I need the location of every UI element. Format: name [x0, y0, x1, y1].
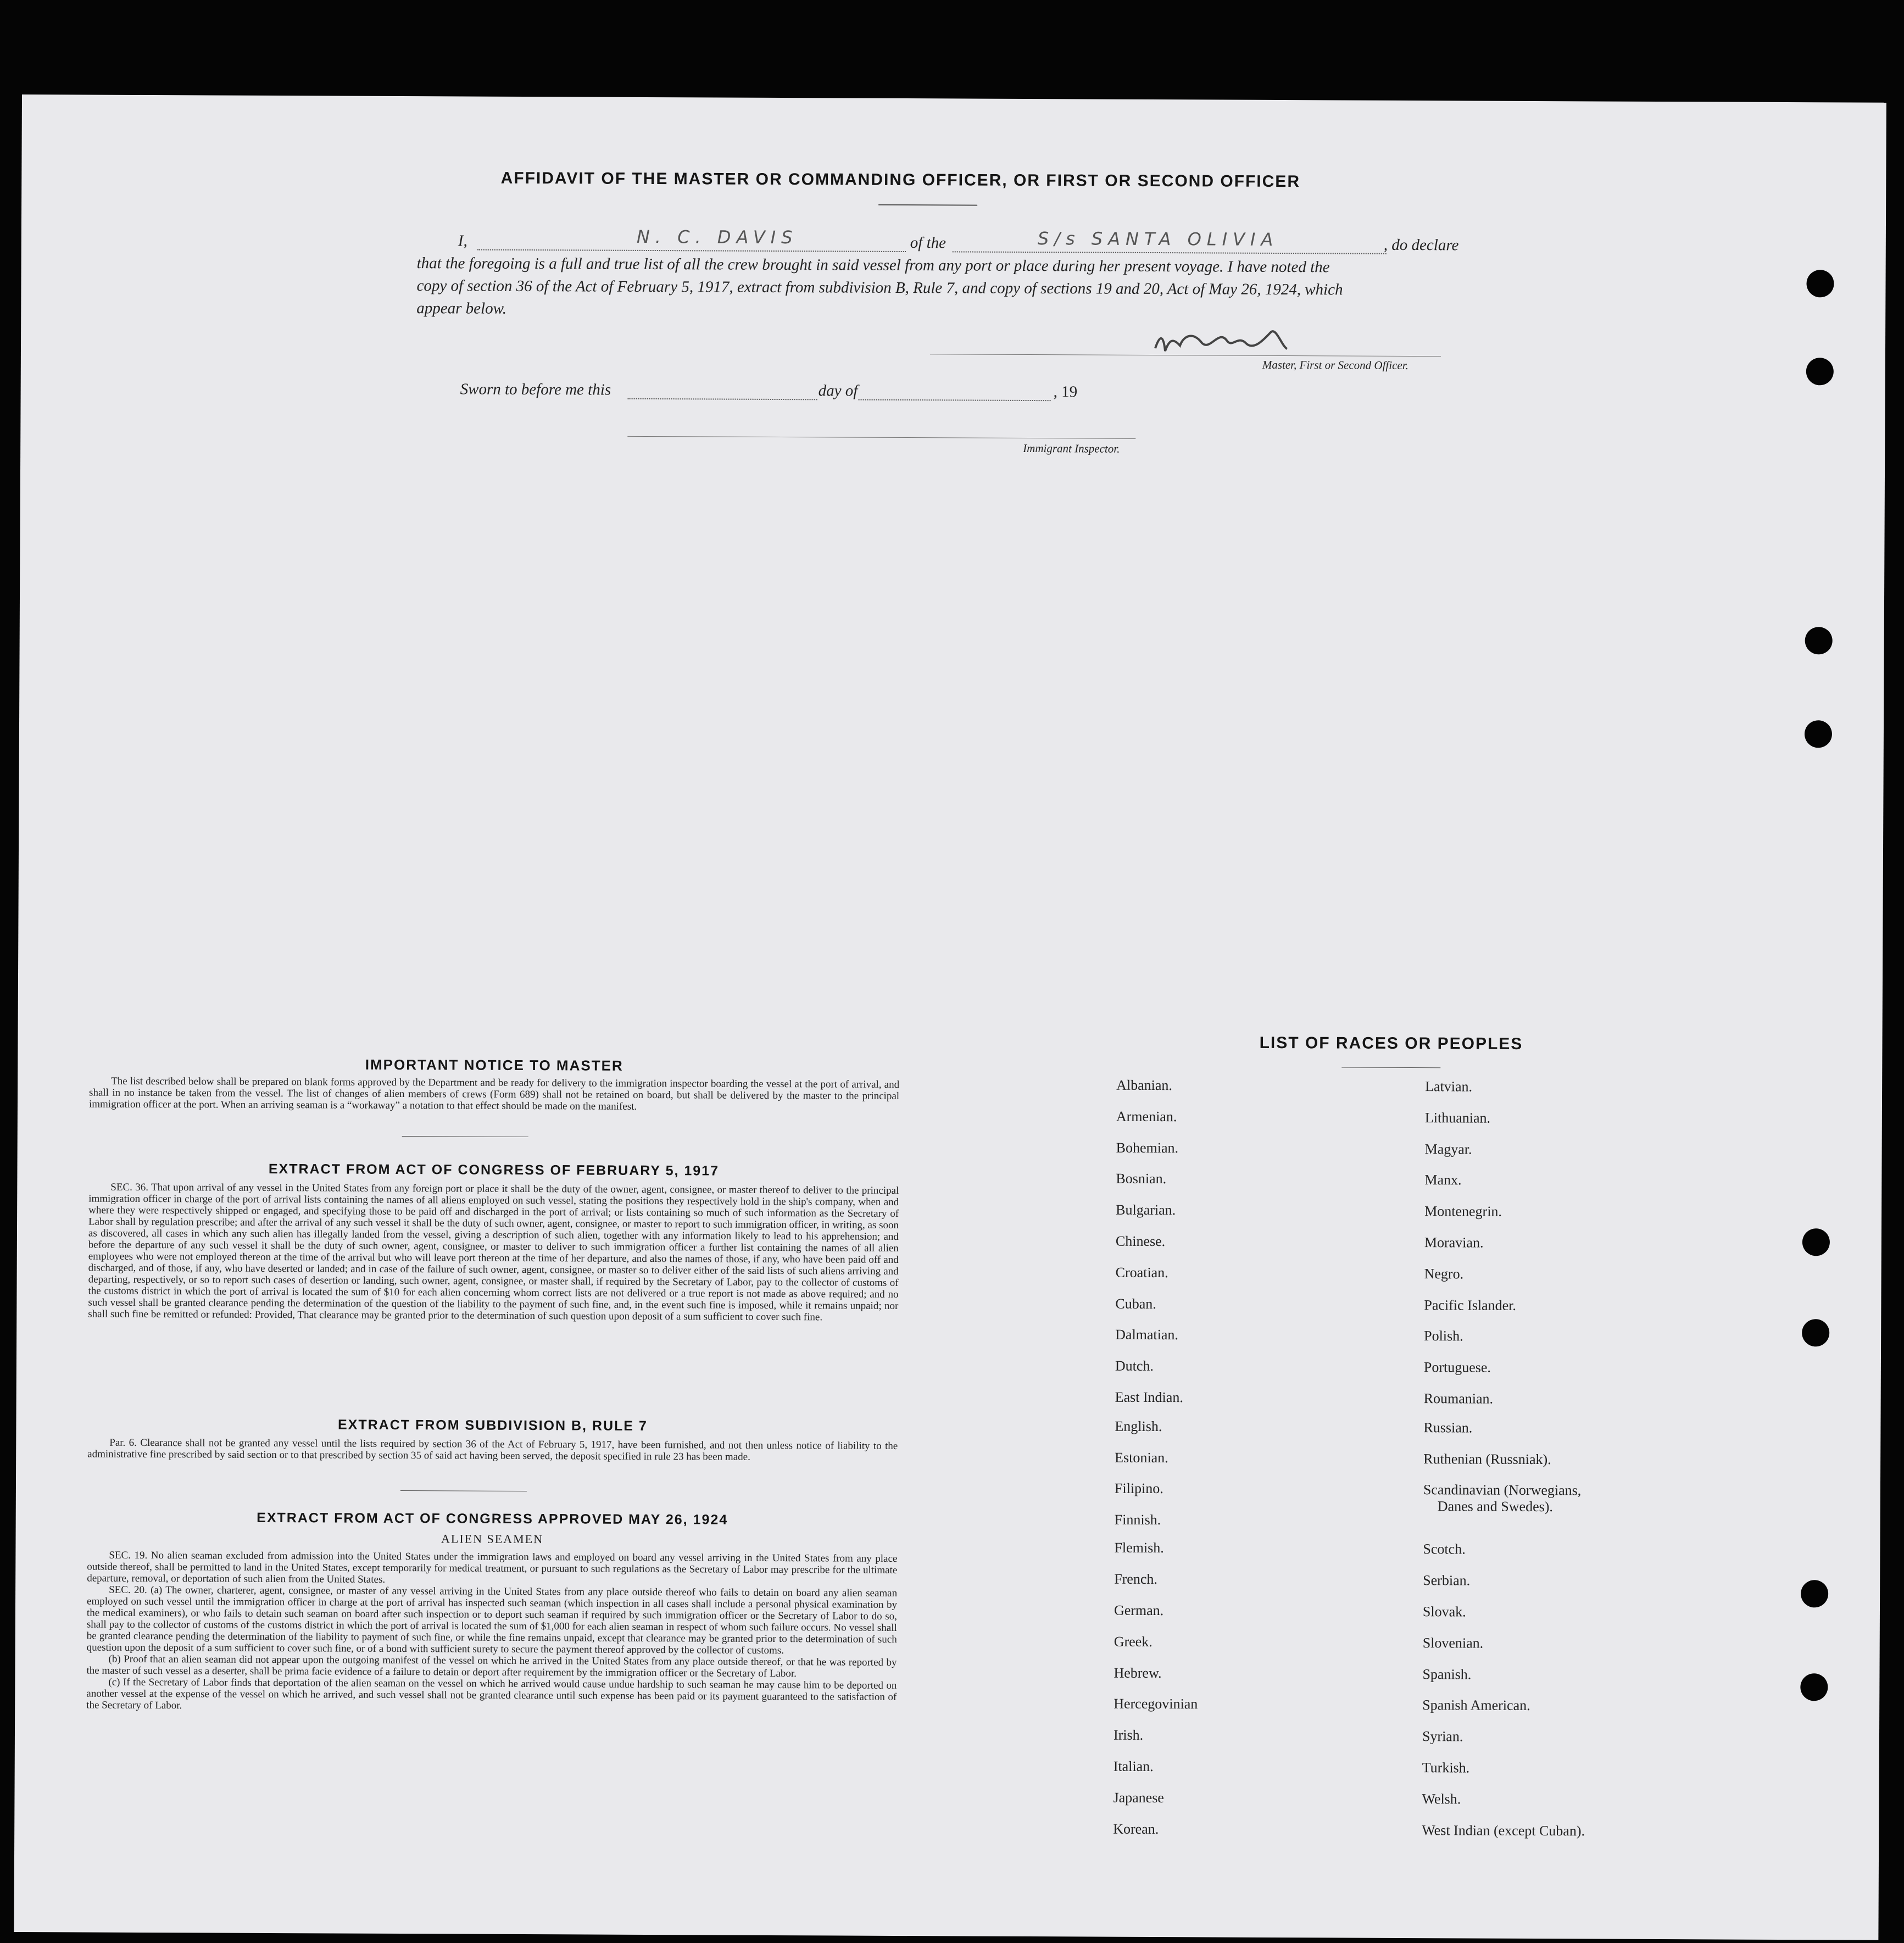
race-item: Welsh.: [1422, 1791, 1461, 1807]
race-item: Lithuanian.: [1424, 1110, 1491, 1126]
race-item: Turkish.: [1422, 1760, 1470, 1776]
punch-hole: [1806, 358, 1834, 385]
title-divider: [878, 204, 977, 206]
race-item: Syrian.: [1422, 1728, 1463, 1745]
extract-1924-paragraph: SEC. 19. No alien seaman excluded from admission into the United States under the immigration laws and employed on board any vessel arriving in the United States from any place outside thereof, shall be permitted to land in the United States, except temporarily for medical treatment, or pursuant to such regulations as the Secretary of Labor may prescribe for the ultimate departure, removal, or deportation of such alien from the United States.: [87, 1549, 898, 1585]
inspector-line: [627, 436, 1135, 439]
punch-hole: [1800, 1673, 1828, 1701]
punch-hole: [1806, 270, 1834, 297]
i-label: I,: [458, 232, 467, 250]
sworn-label: Sworn to before me this: [460, 380, 611, 399]
race-item: Korean.: [1113, 1820, 1159, 1838]
race-item: Scotch.: [1423, 1541, 1466, 1557]
day-of-label: day of: [818, 382, 858, 400]
race-item: French.: [1114, 1571, 1157, 1588]
race-item: Italian.: [1113, 1758, 1154, 1775]
extract-1924-paragraph: SEC. 20. (a) The owner, charterer, agent, consignee, or master of any vessel arriving in the United States from any place outside thereof who fails to detain on board any alien seaman employed on such vessel until the immigration officer in charge at the port of arrival has inspected such seaman (which inspection in all cases shall include a personal physical examination by the medical examiners), or who fails to detain such seaman on board after such inspection or to deport such seaman if required by such immigration officer or the Secretary of Labor to do so, shall pay to the collector of customs of the customs district in which the port of arrival is located the sum of $1,000 for each alien seaman in respect of whom such failure occurs. No vessel shall be granted clearance pending the determination of the liability to payment of such fine, or while the fine remains unpaid, except that clearance may be granted prior to the determination of such question upon the deposit of a sum sufficient to cover such fine, or of a bond with sufficient surety to secure the payment thereof approved by the collector of customs.: [86, 1584, 898, 1657]
race-item: Slovenian.: [1422, 1635, 1484, 1651]
race-item: Manx.: [1424, 1172, 1462, 1188]
section-divider: [400, 1490, 527, 1491]
race-item: Danes and Swedes).: [1437, 1498, 1553, 1515]
signature-title: Master, First or Second Officer.: [1262, 358, 1408, 372]
race-item: Montenegrin.: [1424, 1203, 1502, 1220]
race-item: West Indian (except Cuban).: [1422, 1822, 1585, 1839]
race-item: Pacific Islander.: [1424, 1297, 1516, 1313]
extract-1917-text: [88, 1182, 899, 1323]
affidavit-line-2: that the foregoing is a full and true list of all the crew brought in said vessel from any port or place during her present voyage. I have noted the: [416, 254, 1330, 276]
affidavit-line-4: appear below.: [416, 299, 507, 318]
punch-hole: [1805, 627, 1833, 654]
race-item: German.: [1114, 1602, 1164, 1619]
race-item: Hercegovinian: [1114, 1695, 1198, 1712]
vessel-line: [953, 251, 1387, 254]
race-item: Negro.: [1424, 1266, 1464, 1282]
race-item: Hebrew.: [1114, 1664, 1162, 1682]
race-item: Greek.: [1114, 1633, 1153, 1650]
race-item: Irish.: [1113, 1727, 1144, 1743]
race-item: Russian.: [1423, 1419, 1473, 1436]
race-item: Portuguese.: [1423, 1359, 1491, 1376]
race-item: Bohemian.: [1116, 1139, 1179, 1156]
races-divider: [1341, 1067, 1440, 1068]
do-declare-label: , do declare: [1383, 236, 1459, 254]
of-the-label: of the: [910, 234, 947, 252]
race-item: Croatian.: [1115, 1264, 1168, 1281]
race-item: Dalmatian.: [1115, 1326, 1179, 1343]
race-item: Estonian.: [1115, 1449, 1168, 1466]
race-item: English.: [1115, 1418, 1162, 1435]
extract-rule7-paragraph: Par. 6. Clearance shall not be granted any vessel until the lists required by section 36 of the Act of February 5, 1917, have been furnished, and not then unless notice of liability to the administrative fine prescribed by said section or to that prescribed by section 35 of said act having been served, the deposit specified in rule 23 has been made.: [87, 1437, 898, 1463]
section-divider: [402, 1136, 528, 1137]
race-item: Bulgarian.: [1116, 1201, 1176, 1218]
race-item: Armenian.: [1116, 1108, 1177, 1125]
extract-1917-paragraph: SEC. 36. That upon arrival of any vessel in the United States from any foreign port or place it shall be the duty of the owner, agent, consignee, or master thereof to deliver to the principal immigration officer in charge of the port of arrival lists containing the names of all aliens employed on such vessel, stating the positions they respectively hold in the ship's company, when and where they were respectively shipped or engaged, and specifying those to be paid off and discharged in the port of arrival; or lists containing so much of such information as the Secretary of Labor shall by regulation prescribe; and after the arrival of any such vessel it shall be the duty of such owner, agent, consignee, or master to report to such immigration officer, in writing, as soon as discovered, all cases in which any such alien has illegally landed from the vessel, giving a description of such alien, together with any information likely to lead to his apprehension; and before the departure of any such vessel it shall be the duty of such owner, agent, consignee, or master to deliver to such immigration officer a further list containing the names of all alien employees who were not employed thereon at the time of the arrival but who will leave port thereon at the time of her departure, and also the names of those, if any, who have been paid off and discharged, and of those, if any, who have deserted or landed; and in case of the failure of such owner, agent, consignee, or master so to deliver either of the said lists of such aliens arriving and departing, respectively, or so to report such cases of desertion or landing, such owner, agent, consignee, or master shall, if required by the Secretary of Labor, pay to the collector of customs of the customs district in which the port of arrival is located the sum of $10 for each alien concerning whom correct lists are not delivered or a true report is not made as above required; and no such vessel shall be granted clearance pending the determination of the question of the liability to the payment of such fine, and, in the event such fine is imposed, while it remains unpaid; nor shall such fine be remitted or refunded: Provided, That clearance may be granted prior to the determination of such question upon deposit of a sum sufficient to cover such fine.: [88, 1181, 899, 1323]
extract-1924-text: [86, 1550, 897, 1714]
sworn-day-line: [628, 398, 817, 400]
race-item: Moravian.: [1424, 1234, 1484, 1251]
notice-title: IMPORTANT NOTICE TO MASTER: [365, 1056, 623, 1074]
vessel-name-value: S/s SANTA OLIVIA: [1037, 228, 1279, 250]
extract-1924-title: EXTRACT FROM ACT OF CONGRESS APPROVED MAY 26, 1924: [257, 1510, 728, 1528]
extract-1924-paragraph: (b) Proof that an alien seaman did not appear upon the outgoing manifest of the vessel on which he arrived in the United States from any place outside thereof, or that he was reported by the master of such vessel as a deserter, shall be prima facie evidence of a failure to detain or deport after requirement by the immigration officer or the Secretary of Labor.: [86, 1653, 897, 1680]
race-item: Cuban.: [1115, 1295, 1156, 1312]
race-item: Flemish.: [1114, 1539, 1164, 1556]
race-item: Magyar.: [1424, 1141, 1472, 1157]
race-item: Slovak.: [1422, 1604, 1466, 1620]
extract-1924-subtitle: ALIEN SEAMEN: [441, 1532, 544, 1546]
race-item: Albanian.: [1116, 1077, 1173, 1094]
race-item: East Indian.: [1115, 1389, 1183, 1406]
race-item: Ruthenian (Russniak).: [1423, 1451, 1551, 1468]
race-item: Roumanian.: [1423, 1390, 1494, 1407]
race-item: Scandinavian (Norwegians,: [1423, 1482, 1582, 1499]
race-item: Dutch.: [1115, 1357, 1154, 1374]
document-page: [14, 94, 1886, 1940]
extract-1924-paragraph: (c) If the Secretary of Labor finds that deportation of the alien seaman on the vessel on which he arrived would cause undue hardship to such seaman he may cause him to be deported on another vessel at the expense of the vessel on which he arrived, and such vessel shall not be granted clearance until such expense has been paid or its payment guaranteed to the satisfaction of the Secretary of Labor.: [86, 1676, 897, 1712]
affidavit-line-3: copy of section 36 of the Act of February 5, 1917, extract from subdivision B, Rule 7, and copy of sections 19 and 20, Act of May 26, 1924, which: [416, 277, 1343, 299]
race-item: Spanish American.: [1422, 1697, 1530, 1714]
race-item: Filipino.: [1114, 1480, 1163, 1497]
punch-hole: [1802, 1319, 1829, 1346]
races-title: LIST OF RACES OR PEOPLES: [1259, 1033, 1523, 1053]
notice-paragraph: The list described below shall be prepared on blank forms approved by the Department and be ready for delivery to the immigration inspector boarding the vessel at the port of arrival, and shall in no instance be taken from the vessel. The list of changes of alien members of crews (Form 689) shall not be retained on board, but shall be delivered by the master to the principal immigration officer at the port. When an arriving seaman is a “workaway” a notation to that effect should be made on the manifest.: [88, 1075, 900, 1112]
race-item: Finnish.: [1114, 1511, 1161, 1528]
name-line: [477, 249, 906, 252]
affidavit-title: AFFIDAVIT OF THE MASTER OR COMMANDING OFFICER, OR FIRST OR SECOND OFFICER: [500, 169, 1301, 191]
extract-rule7-title: EXTRACT FROM SUBDIVISION B, RULE 7: [337, 1417, 648, 1434]
sworn-month-line: [859, 399, 1051, 402]
race-item: Polish.: [1424, 1328, 1463, 1344]
extract-rule7-text: [87, 1437, 898, 1463]
extract-1917-title: EXTRACT FROM ACT OF CONGRESS OF FEBRUARY 5, 1917: [268, 1161, 720, 1179]
year-label: , 19: [1053, 383, 1078, 401]
punch-hole: [1801, 1580, 1828, 1607]
race-item: Chinese.: [1115, 1233, 1166, 1250]
master-name-value: N. C. DAVIS: [636, 226, 798, 248]
race-item: Spanish.: [1422, 1666, 1472, 1683]
punch-hole: [1805, 720, 1832, 748]
race-item: Bosnian.: [1116, 1170, 1167, 1187]
race-item: Latvian.: [1425, 1078, 1473, 1095]
notice-text: [89, 1076, 899, 1114]
inspector-label: Immigrant Inspector.: [1023, 441, 1120, 455]
race-item: Japanese: [1113, 1789, 1164, 1806]
race-item: Serbian.: [1423, 1572, 1471, 1589]
punch-hole: [1802, 1228, 1830, 1256]
